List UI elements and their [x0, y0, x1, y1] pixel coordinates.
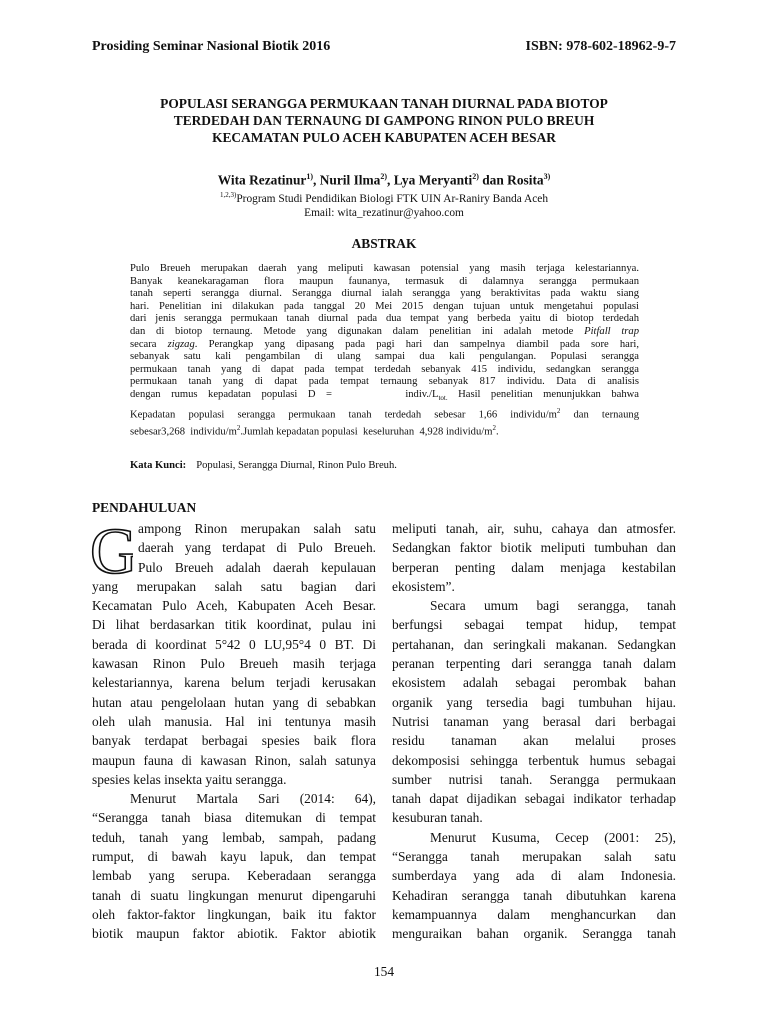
- body-line: berada di koordinat 5°42 0 LU,95°4 0 BT. Di: [92, 636, 376, 652]
- abstract-line: [130, 339, 639, 352]
- abstract-line: permukaan tanah yang di dapat pada tempat terdedah sebanyak 415 individu, sedangkan serangga: [130, 363, 639, 375]
- abstract-line: [130, 326, 639, 339]
- affiliation: [80, 188, 688, 220]
- body-line: sumber nutrisi tanah. Serangga permukaan: [392, 771, 676, 787]
- author-list: [80, 172, 688, 188]
- body-line: Sedangkan faktor biotik meliputi tumbuhan dan: [392, 540, 676, 556]
- proceedings-title: Prosiding Seminar Nasional Biotik 2016: [92, 39, 331, 54]
- right-column: [392, 519, 676, 944]
- title-line: POPULASI SERANGGA PERMUKAAN TANAH DIURNAL PADA BIOTOP: [160, 96, 608, 111]
- abstract-text: .: [495, 426, 499, 438]
- abstract-text: dan ternaung: [560, 409, 639, 421]
- body-line: hutan atau pengelolaan hutan yang di sebabkan: [92, 694, 376, 710]
- body-line: biotik maupun faktor abiotik. Faktor abiotik: [92, 926, 376, 942]
- unit-superscript: 2: [556, 406, 561, 415]
- title-line: TERDEDAH DAN TERNAUNG DI GAMPONG RINON PULO BREUH: [173, 113, 595, 128]
- body-line: pertahanan, dan seringkali makanan. Sedangkan: [392, 636, 676, 652]
- body-line: kelestariannya, karena belum terjadi kerusakan: [92, 675, 376, 691]
- method-name: Pitfall trap: [584, 325, 639, 337]
- author-name: dan Rosita: [478, 172, 544, 188]
- abstract-text: sebesar3,268 individu/m: [130, 426, 237, 438]
- body-line: Menurut Martala Sari (2014: 64),: [130, 791, 376, 807]
- body-line: menguraikan bahan organik. Serangga tanah: [392, 926, 676, 942]
- author-mark: 2): [472, 172, 479, 181]
- abstract-line: sebanyak satu kali pengambilan di ulang sampai dua kali pengulangan. Populasi serangga: [130, 351, 639, 363]
- author-mark: 2): [380, 172, 388, 181]
- body-line: Nutrisi tanaman yang berasal dari berbagai: [392, 713, 676, 729]
- sampling-pattern: zigzag: [167, 338, 195, 350]
- abstract-text: Hasil penelitian menunjukkan bahwa: [447, 388, 639, 400]
- isbn: ISBN: 978-602-18962-9-7: [525, 39, 676, 54]
- body-line: teduh, tanah yang lembab, sampah, padang: [92, 829, 376, 845]
- body-line: meliputi tanah, air, suhu, cahaya dan atmosfer.: [392, 521, 676, 536]
- svg-text:G: G: [90, 520, 133, 578]
- keywords-text: Populasi, Serangga Diurnal, Rinon Pulo Breuh.: [196, 460, 397, 471]
- body-line: tanah dapat dijadikan sebagai indikator terhadap: [392, 791, 676, 807]
- abstract-body: [130, 263, 639, 439]
- body-line: residu tanaman akan melalui proses: [392, 733, 676, 749]
- abstract-text: Kepadatan populasi serangga permukaan tanah terdedah sebesar 1,66 individu/m: [130, 409, 557, 421]
- body-line: daerah yang terdapat di Pulo Breueh.: [138, 540, 376, 556]
- body-line: kemampuannya dalam menghancurkan dan: [392, 906, 676, 922]
- abstract-text: secara: [130, 338, 168, 350]
- body-line: kawasan Rinon Pulo Breueh masih terjaga: [92, 656, 376, 672]
- abstract-text: dan di biotop ternaung. Metode yang digunakan dalam penelitian ini adalah metode: [130, 325, 585, 337]
- abstract-line: [130, 422, 639, 439]
- body-line: kesuburan tanah.: [392, 810, 483, 826]
- body-line: tanah di suatu lingkungan menurut dipengaruhi: [92, 887, 376, 903]
- abstract-line: Banyak keanekaragaman flora maupun faunanya, termasuk di dalamnya serangga permukaan: [130, 275, 639, 287]
- formula-subscript: tot.: [438, 394, 448, 403]
- paper-title: [80, 95, 688, 146]
- running-header: [92, 39, 676, 59]
- body-line: oleh ulah manusia. Hal ini tentunya masih: [92, 713, 376, 729]
- author-name: Wita Rezatinur: [217, 172, 307, 188]
- body-line: rumput, di bawah kayu lapuk, dan tempat: [92, 849, 376, 865]
- author-name: , Lya Meryanti: [387, 172, 473, 188]
- body-line: berperan penting dalam menjaga kestabilan: [392, 559, 676, 575]
- section-heading: PENDAHULUAN: [92, 500, 197, 515]
- body-line: Kecamatan Pulo Aceh, Kabupaten Aceh Besar.: [92, 598, 376, 614]
- body-line: ekosistem adalah sebagai perombak bahan: [392, 675, 676, 691]
- title-line: KECAMATAN PULO ACEH KABUPATEN ACEH BESAR: [212, 130, 556, 145]
- abstract-line: permukaan tanah yang di dapat pada tempat ternaung sebanyak 817 individu. Data di analisis: [130, 376, 639, 388]
- abstract-text: . Perangkap yang dipasang pada pagi hari dan sampelnya diambil pada sore hari,: [194, 338, 639, 350]
- body-line: ampong Rinon merupakan salah satu: [138, 521, 376, 536]
- body-line: lembab yang serupa. Keberadaan serangga: [92, 868, 376, 884]
- unit-superscript: 2: [236, 423, 241, 432]
- body-line: banyak terdapat berbagai spesies baik flora: [92, 733, 376, 749]
- author-name: , Nuril Ilma: [313, 172, 381, 188]
- keywords-label: Kata Kunci:: [130, 460, 187, 471]
- body-line: Di lihat berdasarkan titik koordinat, pulau ini: [92, 617, 376, 633]
- body-line: “Serangga tanah merupakan salah satu: [392, 849, 676, 865]
- body-line: Menurut Kusuma, Cecep (2001: 25),: [430, 829, 676, 845]
- body-line: Secara umum bagi serangga, tanah: [430, 598, 676, 614]
- body-line: Pulo Breueh adalah daerah kepulauan: [138, 559, 376, 575]
- body-line: maupun fauna di kawasan Rinon, salah satunya: [92, 752, 376, 768]
- body-line: peranan terpenting dari serangga tanah dalam: [392, 656, 676, 672]
- keywords: [130, 460, 639, 471]
- body-line: sumberdaya yang ada di alam Indonesia.: [392, 868, 676, 884]
- affiliation-mark: 1,2,3): [219, 191, 237, 199]
- body-line: spesies kelas insekta yaitu serangga.: [92, 771, 287, 787]
- left-column: [92, 519, 376, 944]
- unit-superscript: 2: [492, 423, 496, 432]
- email: Email: wita_rezatinur@yahoo.com: [304, 206, 464, 219]
- page-number: 154: [373, 964, 395, 979]
- author-mark: 1): [306, 172, 314, 181]
- body-line: organik yang tersedia bagi tumbuhan hijau.: [392, 694, 676, 710]
- abstract-line: tanah seperti serangga diurnal. Serangga diurnal ialah serangga yang beraktivitas pada waktu siang: [130, 288, 639, 300]
- body-line: Kehadiran serangga tanah dibutuhkan karena: [392, 887, 676, 903]
- affiliation-text: Program Studi Pendidikan Biologi FTK UIN Ar-Raniry Banda Aceh: [236, 192, 549, 205]
- body-line: oleh faktor-faktor lingkungan, baik itu faktor: [92, 906, 376, 922]
- body-line: “Serangga tanah biasa ditemukan di tempat: [92, 810, 376, 826]
- abstract-line: dari jenis serangga permukaan tanah diurnal pada dua tempat yang berbeda yaitu di biotop terdedah: [130, 313, 639, 325]
- abstract-line: [130, 389, 639, 405]
- body-line: berfungsi sebagai tempat hidup, tempat: [392, 617, 676, 633]
- body-line: yang merupakan salah satu bagian dari: [92, 578, 376, 594]
- abstract-line: hari. Penelitian ini dilakukan pada tanggal 20 Mei 2015 dengan tujuan untuk mengetahui populasi: [130, 300, 639, 312]
- body-line: dekomposisi sehingga terbentuk humus sebagai: [392, 752, 676, 768]
- abstract-line: [130, 405, 639, 422]
- abstract-heading: ABSTRAK: [351, 236, 417, 251]
- author-mark: 3): [543, 172, 551, 181]
- abstract-line: Pulo Breueh merupakan daerah yang meliputi kawasan potensial yang masih terjaga kelestariannya.: [130, 263, 639, 274]
- abstract-text: dengan rumus kepadatan populasi D = indiv./L: [130, 388, 439, 400]
- abstract-text: .Jumlah kepadatan populasi keseluruhan 4,928 individu/m: [240, 426, 493, 438]
- body-line: ekosistem”.: [392, 578, 455, 594]
